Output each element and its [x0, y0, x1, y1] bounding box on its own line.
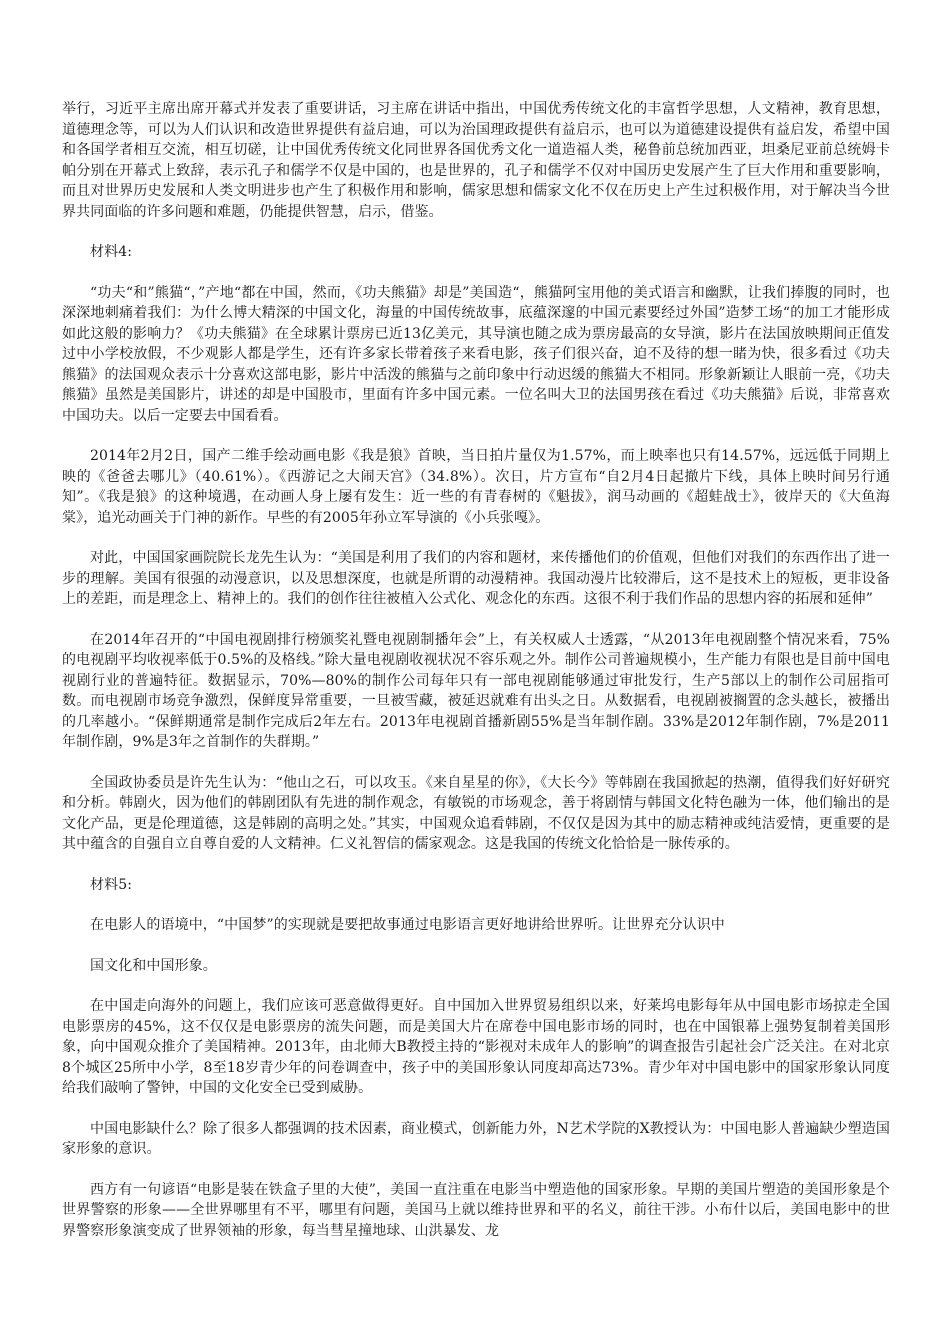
paragraph-western-proverb: 西方有一句谚语“电影是装在铁盒子里的大使”，美国一直注重在电影当中塑造他的国家形象。早期的美国片塑造的美国形象是个世界警察的形象——全世界哪里有不平，哪里有问题，美国马上就以维持世界和平的名义，前往干涉。小布什以后，美国电影中的世界警察形象演变成了世界领袖的形象，每当彗星撞地球、山洪暴发、龙: [62, 1181, 890, 1239]
section-heading-material-5: 材料5:: [90, 876, 133, 893]
paragraph-i-am-wolf: 2014年2月2日，国产二维手绘动画电影《我是狼》首映，当日拍片量仅为1.57%，而上映率也只有14.57%，远远低于同期上映的《爸爸去哪儿》（40.61%）。《西游记之大闹天宫》（34.8%）。次日，片方宣布“自2月4日起撤片下线，具体上映时间另行通知”。《我是狼》的这种境遇，在动画人身上屡有发生：近一些的有青春树的《魁拔》，润马动画的《超蛙战士》，彼岸天的《大鱼海棠》，追光动画关于门神的新作。早些的有2005年孙立军导演的《小兵张嘎》。: [62, 448, 890, 526]
paragraph-xu-opinion: 全国政协委员是许先生认为：“他山之石，可以攻玉。《来自星星的你》，《大长今》等韩剧在我国掀起的热潮，值得我们好好研究和分析。韩剧火，因为他们的韩剧团队有先进的制作观念，有敏锐的市场观念，善于将剧情与韩国文化特色融为一体，他们输出的是文化产品，更是伦理道德，这是韩剧的高明之处。”其实，中国观众追看韩剧，不仅仅是因为其中的励志精神或纯洁爱情，更重要的是其中蕴含的自强自立自尊自爱的人文精神。仁义礼智信的儒家观念。这是我国的传统文化恰恰是一脉传承的。: [62, 774, 890, 852]
paragraph-tv-drama-stats: 在2014年召开的“中国电视剧排行榜颁奖礼暨电视剧制播年会”上，有关权威人士透露，“从2013年电视剧整个情况来看，75%的电视剧平均收视率低于0.5%的及格线。”除大量电视剧收视状况不容乐观之外。制作公司普遍规模小，生产能力有限也是目前中国电视剧行业的普遍特征。数据显示，70%—80%的制作公司每年只有一部电视剧能够通过审批发行，生产5部以上的制作公司屈指可数。而电视剧市场竞争激烈，保鲜度异常重要，一旦被雪藏，被延迟就难有出头之日。从数据看，电视剧被搁置的念头越长，被播出的几率越小。“保鲜期通常是制作完成后2年左右。2013年电视剧首播新剧55%是当年制作剧。33%是2012年制作剧，7%是2011年制作剧，9%是3年之首制作的失群期。”: [62, 631, 890, 750]
paragraph-hollywood-share: 在中国走向海外的问题上，我们应该可恶意做得更好。自中国加入世界贸易组织以来，好莱坞电影每年从中国电影市场掠走全国电影票房的45%，这不仅仅是电影票房的流失问题，而是美国大片在席卷中国电影市场的同时，也在中国银幕上强势复制着美国形象，向中国观众推介了美国精神。2013年，由北师大B教授主持的“影视对未成年人的影响”的调查报告引起社会广泛关注。在对北京8个城区25所中小学，8至18岁青少年的问卷调查中，孩子中的美国形象认同度却高达73%。青少年对中国电影中的国家形象认同度给我们敲响了警钟，中国的文化安全已受到威胁。: [62, 998, 890, 1096]
paragraph-opening: 举行，习近平主席出席开幕式并发表了重要讲话，习主席在讲话中指出，中国优秀传统文化的丰富哲学思想，人文精神，教育思想，道德理念等，可以为人们认识和改造世界提供有益启迪，可以为治国理政提供有益启示，也可以为道德建设提供有益启发，希望中国和各国学者相互交流，相互切磋，让中国优秀传统文化同世界各国优秀文化一道造福人类，秘鲁前总统加西亚，坦桑尼亚前总统姆卡帕分别在开幕式上致辞，表示孔子和儒学不仅是中国的，也是世界的，孔子和儒学不仅对中国历史发展产生了巨大作用和重要影响，而且对世界历史发展和人类文明进步也产生了积极作用和影响，儒家思想和儒家文化不仅在历史上产生过积极作用，对于解决当今世界共同面临的许多问题和难题，仍能提供智慧，启示，借鉴。: [62, 101, 890, 220]
document-body: [62, 99, 890, 1261]
paragraph-china-dream-continued: 国文化和中国形象。: [90, 957, 217, 974]
paragraph-china-dream: 在电影人的语境中，“中国梦”的实现就是要把故事通过电影语言更好地讲给世界听。让世界充分认识中: [90, 917, 725, 933]
paragraph-what-film-lacks: 中国电影缺什么？除了很多人都强调的技术因素，商业模式，创新能力外，N艺术学院的X教授认为：中国电影人普遍缺少塑造国家形象的意识。: [62, 1120, 890, 1157]
paragraph-long-opinion: 对此，中国国家画院院长龙先生认为：“美国是利用了我们的内容和题材，来传播他们的价值观，但他们对我们的东西作出了进一步的理解。美国有很强的动漫意识，以及思想深度，也就是所谓的动漫精神。我国动漫片比较滞后，这不是技术上的短板，更非设备上的差距，而是理念上、精神上的。我们的创作往往被植入公式化、观念化的东西。这很不利于我们作品的思想内容的拓展和延伸”: [62, 550, 890, 607]
paragraph-kungfu-panda: “功夫“和”熊猫“，”产地“都在中国，然而，《功夫熊猫》却是”美国造“，熊猫阿宝用他的美式语言和幽默，让我们捧腹的同时，也深深地刺痛着我们：为什么博大精深的中国文化，海量的中国传统故事，底蕴深邃的中国元素要经过外国”造梦工场“的加工才能形成如此这般的影响力？《功夫熊猫》在全球累计票房已近13亿美元，其导演也随之成为票房最高的女导演，影片在法国放映期间正值发过中小学校放假，不少观影人都是学生，还有许多家长带着孩子来看电影，孩子们很兴奋，迫不及待的想一睹为快，很多看过《功夫熊猫》的法国观众表示十分喜欢这部电影，影片中活泼的熊猫与之前印象中行动迟缓的熊猫大不相同。形象新颖让人眼前一亮，《功夫熊猫》虽然是美国影片，讲述的却是中国股市，里面有许多中国元素。一位名叫大卫的法国男孩在看过《功夫熊猫》后说，非常喜欢中国功夫。以后一定要去中国看看。: [62, 284, 890, 424]
section-heading-material-4: 材料4:: [90, 244, 133, 260]
